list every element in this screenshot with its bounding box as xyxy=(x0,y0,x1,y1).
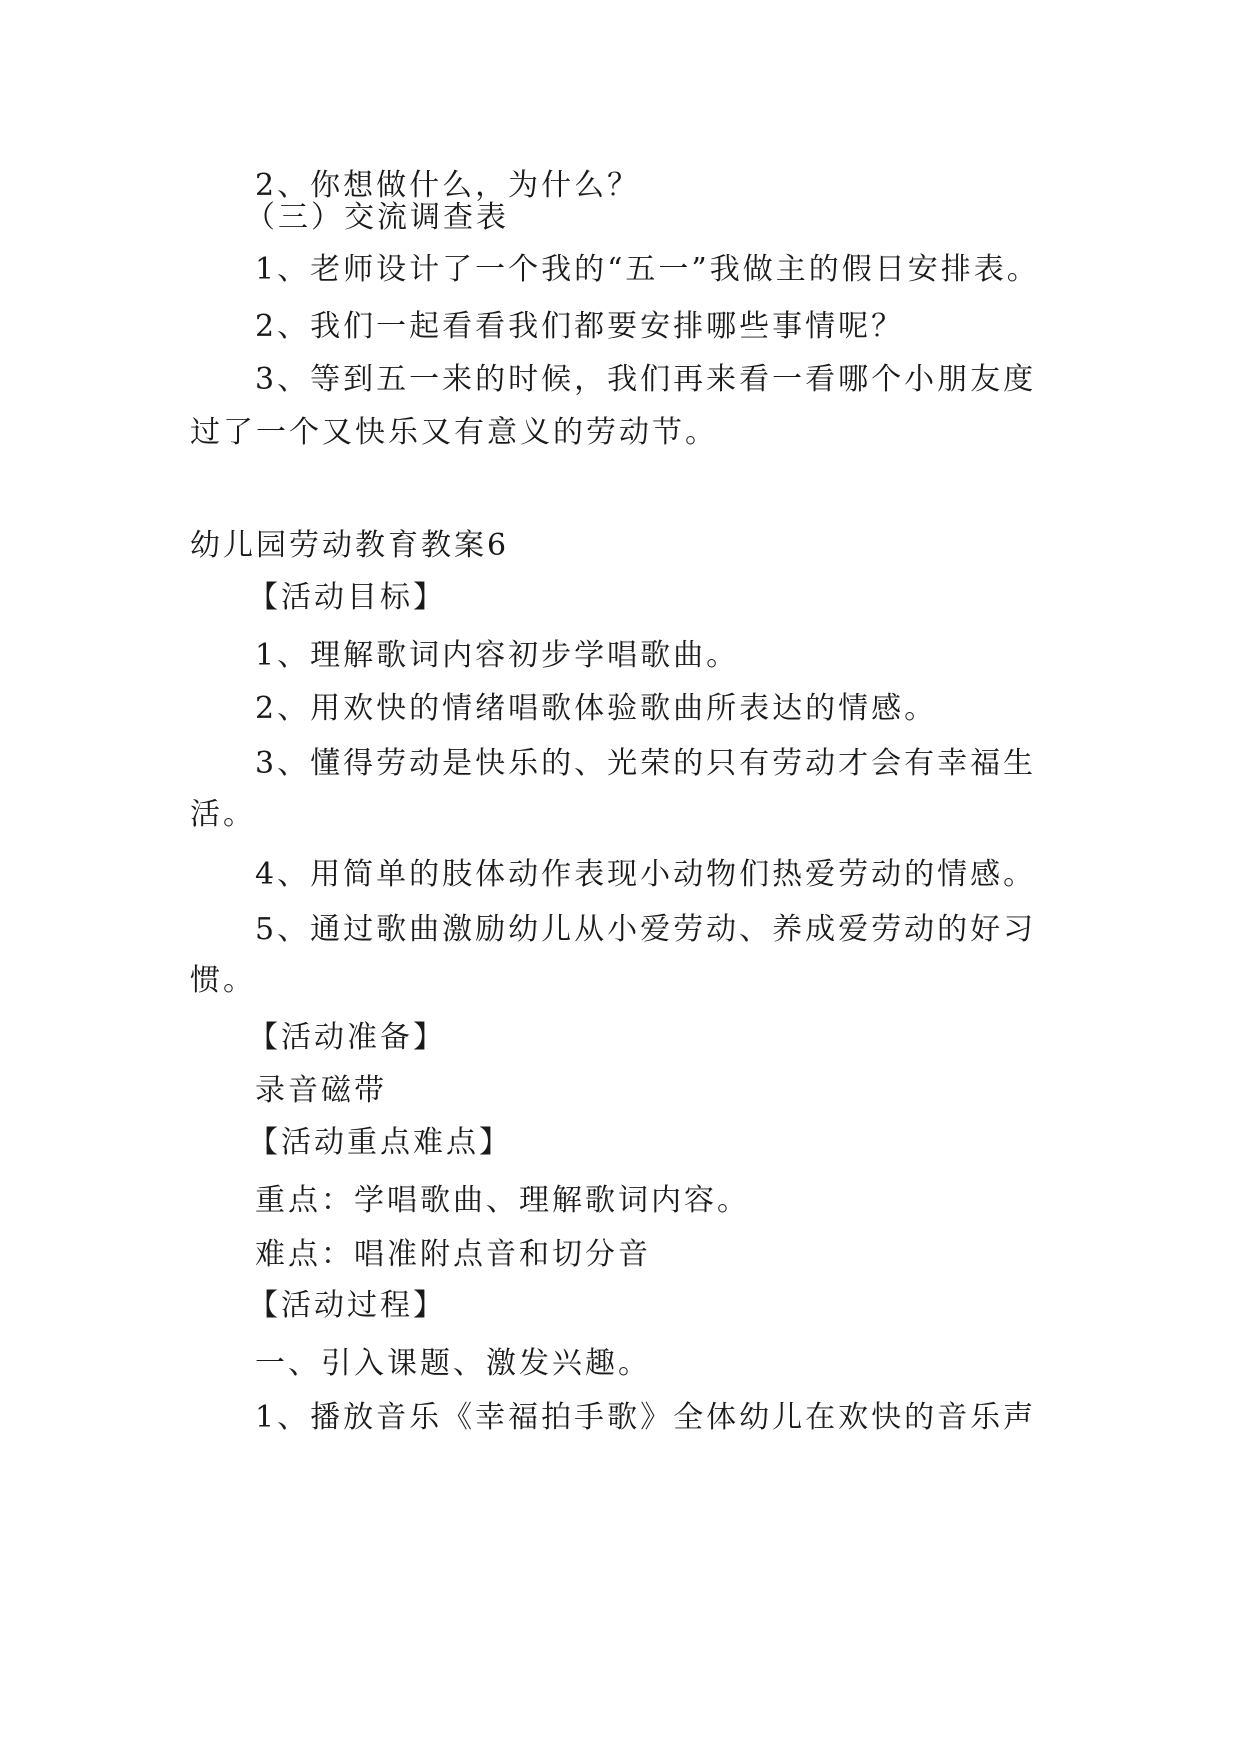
section-heading: 【活动目标】 xyxy=(248,580,446,615)
paragraph-line: 活。 xyxy=(190,797,256,832)
paragraph-line: 2、用欢快的情绪唱歌体验歌曲所表达的情感。 xyxy=(255,691,938,726)
paragraph-line: 过了一个又快乐又有意义的劳动节。 xyxy=(190,415,718,450)
lesson-title: 幼儿园劳动教育教案6 xyxy=(190,528,510,563)
paragraph-line: 一、引入课题、激发兴趣。 xyxy=(255,1346,651,1381)
section-heading: （三）交流调查表 xyxy=(245,200,509,235)
section-heading: 【活动过程】 xyxy=(248,1288,446,1323)
section-heading: 【活动准备】 xyxy=(248,1020,446,1055)
section-heading: 【活动重点难点】 xyxy=(248,1125,512,1160)
paragraph-line: 5、通过歌曲激励幼儿从小爱劳动、养成爱劳动的好习 xyxy=(255,912,1037,947)
paragraph-line: 1、老师设计了一个我的“五一”我做主的假日安排表。 xyxy=(255,252,1040,287)
paragraph-line: 2、你想做什么，为什么？ xyxy=(255,168,641,203)
paragraph-line: 重点：学唱歌曲、理解歌词内容。 xyxy=(255,1183,750,1218)
paragraph-line: 2、我们一起看看我们都要安排哪些事情呢？ xyxy=(255,309,905,344)
paragraph-line: 惯。 xyxy=(190,963,256,998)
paragraph-line: 4、用简单的肢体动作表现小动物们热爱劳动的情感。 xyxy=(255,857,1037,892)
paragraph-line: 3、等到五一来的时候，我们再来看一看哪个小朋友度 xyxy=(255,362,1037,397)
paragraph-line: 1、理解歌词内容初步学唱歌曲。 xyxy=(255,638,740,673)
paragraph-line: 3、懂得劳动是快乐的、光荣的只有劳动才会有幸福生 xyxy=(255,746,1037,781)
paragraph-line: 1、播放音乐《幸福拍手歌》全体幼儿在欢快的音乐声 xyxy=(255,1400,1037,1435)
paragraph-line: 录音磁带 xyxy=(255,1073,387,1108)
paragraph-line: 难点：唱准附点音和切分音 xyxy=(255,1237,651,1272)
